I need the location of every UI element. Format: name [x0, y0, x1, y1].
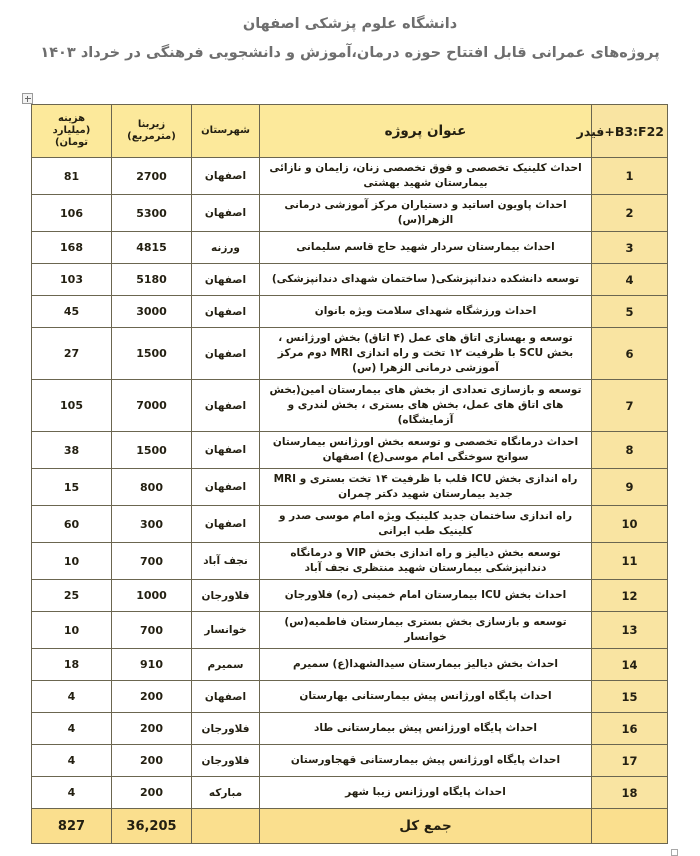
- cost-cell: 4: [32, 777, 112, 809]
- table-row: [32, 649, 668, 681]
- table-row: [32, 432, 668, 469]
- cost-cell: 4: [32, 713, 112, 745]
- table-row: [32, 264, 668, 296]
- area-cell: 200: [112, 713, 192, 745]
- city-cell: فلاورجان: [192, 745, 260, 777]
- column-header-cost-line3: تومان): [54, 137, 89, 148]
- table-row: [32, 506, 668, 543]
- table-row: [32, 543, 668, 580]
- cost-cell: 4: [32, 745, 112, 777]
- project-title-cell: احداث درمانگاه تخصصی و توسعه بخش اورژانس بیمارستان سوانح سوختگی امام موسی(ع) اصفهان: [260, 432, 592, 469]
- column-header-area: [112, 105, 192, 158]
- column-header-row-number: [576, 105, 668, 158]
- row-number-cell: 17: [592, 745, 668, 777]
- city-cell: اصفهان: [192, 328, 260, 380]
- city-cell: فلاورجان: [192, 713, 260, 745]
- column-header-project-title: عنوان پروژه: [260, 105, 592, 158]
- city-cell: سمیرم: [192, 649, 260, 681]
- project-title-cell: احداث ورزشگاه شهدای سلامت ویژه بانوان: [260, 296, 592, 328]
- row-number-cell: 3: [592, 232, 668, 264]
- area-cell: 4815: [112, 232, 192, 264]
- project-title-cell: احداث پایگاه اورژانس پیش بیمارستانی طاد: [260, 713, 592, 745]
- city-cell: اصفهان: [192, 432, 260, 469]
- city-cell: اصفهان: [192, 506, 260, 543]
- table-row: [32, 328, 668, 380]
- row-number-cell: 18: [592, 777, 668, 809]
- area-cell: 800: [112, 469, 192, 506]
- row-number-cell: 2: [592, 195, 668, 232]
- table-row: [32, 612, 668, 649]
- area-cell: 200: [112, 681, 192, 713]
- table-row: [32, 681, 668, 713]
- row-number-cell: 16: [592, 713, 668, 745]
- row-number-cell: 15: [592, 681, 668, 713]
- document-title-block: [0, 0, 700, 66]
- area-cell: 1000: [112, 580, 192, 612]
- project-title-cell: راه اندازی بخش ICU قلب با ظرفیت ۱۴ تخت بستری و MRI جدید بیمارستان شهید دکتر چمران: [260, 469, 592, 506]
- area-cell: 300: [112, 506, 192, 543]
- city-cell: اصفهان: [192, 681, 260, 713]
- city-cell: ورزنه: [192, 232, 260, 264]
- cell-range-reference: ردیف+B3:F22: [576, 123, 664, 139]
- project-title-cell: توسعه و بازسازی تعدادی از بخش های بیمارستان امین(بخش های اتاق های عمل، بخش های بستری ، بخش لندری و آزمایشگاه): [260, 380, 592, 432]
- city-cell: فلاورجان: [192, 580, 260, 612]
- row-number-cell: 12: [592, 580, 668, 612]
- row-number-cell: 7: [592, 380, 668, 432]
- cost-cell: 38: [32, 432, 112, 469]
- area-cell: 5300: [112, 195, 192, 232]
- project-title-cell: توسعه دانشکده دندانپزشکی( ساختمان شهدای دندانپزشکی): [260, 264, 592, 296]
- area-cell: 700: [112, 612, 192, 649]
- cost-cell: 27: [32, 328, 112, 380]
- area-cell: 1500: [112, 432, 192, 469]
- cost-cell: 105: [32, 380, 112, 432]
- project-title-cell: احداث پایگاه اورژانس زیبا شهر: [260, 777, 592, 809]
- total-area-cell: 36,205: [112, 809, 192, 844]
- table-move-handle-icon[interactable]: [22, 93, 33, 104]
- row-number-cell: 6: [592, 328, 668, 380]
- table-row: [32, 232, 668, 264]
- cost-cell: 45: [32, 296, 112, 328]
- project-title-cell: احداث پاویون اساتید و دستیاران مرکز آموزشی درمانی الزهرا(س): [260, 195, 592, 232]
- total-city-cell: [192, 809, 260, 844]
- table-body: [32, 158, 668, 809]
- project-title-cell: احداث پایگاه اورژانس پیش بیمارستانی قهجاورستان: [260, 745, 592, 777]
- cost-cell: 4: [32, 681, 112, 713]
- city-cell: اصفهان: [192, 195, 260, 232]
- total-row: [32, 809, 668, 844]
- area-cell: 3000: [112, 296, 192, 328]
- city-cell: نجف آباد: [192, 543, 260, 580]
- column-header-cost-line2: (میلیارد: [52, 125, 91, 136]
- project-title-cell: توسعه و بازسازی بخش بستری بیمارستان فاطمیه(س) خوانسار: [260, 612, 592, 649]
- table-header-row: [32, 105, 668, 158]
- city-cell: اصفهان: [192, 264, 260, 296]
- city-cell: اصفهان: [192, 469, 260, 506]
- table-row: [32, 195, 668, 232]
- cost-cell: 10: [32, 543, 112, 580]
- column-header-area-line2: (مترمربع): [127, 131, 176, 142]
- table-row: [32, 158, 668, 195]
- area-cell: 5180: [112, 264, 192, 296]
- city-cell: اصفهان: [192, 296, 260, 328]
- project-title-cell: راه اندازی ساختمان جدید کلینیک ویژه امام موسی صدر و کلینیک طب ایرانی: [260, 506, 592, 543]
- table-resize-handle-icon[interactable]: [671, 849, 678, 856]
- total-cost-cell: 827: [32, 809, 112, 844]
- project-title-cell: احداث بخش ICU بیمارستان امام خمینی (ره) فلاورجان: [260, 580, 592, 612]
- cost-cell: 81: [32, 158, 112, 195]
- row-number-cell: 13: [592, 612, 668, 649]
- cost-cell: 18: [32, 649, 112, 681]
- area-cell: 1500: [112, 328, 192, 380]
- cost-cell: 10: [32, 612, 112, 649]
- area-cell: 200: [112, 745, 192, 777]
- projects-table: [31, 104, 668, 844]
- row-number-cell: 4: [592, 264, 668, 296]
- city-cell: اصفهان: [192, 158, 260, 195]
- total-label-cell: جمع کل: [260, 809, 592, 844]
- projects-table-container: [32, 104, 668, 844]
- cost-cell: 15: [32, 469, 112, 506]
- table-row: [32, 469, 668, 506]
- row-number-cell: 10: [592, 506, 668, 543]
- cost-cell: 103: [32, 264, 112, 296]
- row-number-cell: 8: [592, 432, 668, 469]
- area-cell: 910: [112, 649, 192, 681]
- project-title-cell: توسعه و بهسازی اتاق های عمل (۴ اتاق) بخش اورژانس ، بخش SCU با ظرفیت ۱۲ تخت و راه اندازی MRI دوم مرکز آموزشی درمانی الزهرا (س): [260, 328, 592, 380]
- cost-cell: 60: [32, 506, 112, 543]
- row-number-cell: 5: [592, 296, 668, 328]
- row-number-cell: 14: [592, 649, 668, 681]
- table-header: [32, 105, 668, 158]
- project-title-cell: احداث پایگاه اورژانس پیش بیمارستانی بهارستان: [260, 681, 592, 713]
- table-row: [32, 745, 668, 777]
- row-number-cell: 9: [592, 469, 668, 506]
- column-header-cost: [32, 105, 112, 158]
- project-title-cell: احداث بخش دیالیز بیمارستان سیدالشهدا(ع) سمیرم: [260, 649, 592, 681]
- column-header-area-line1: زیربنا: [137, 119, 166, 130]
- total-row-number-cell: [592, 809, 668, 844]
- cost-cell: 25: [32, 580, 112, 612]
- column-header-city: شهرستان: [192, 105, 260, 158]
- project-title-cell: احداث کلینیک تخصصی و فوق تخصصی زنان، زایمان و نازائی بیمارستان شهید بهشتی: [260, 158, 592, 195]
- table-row: [32, 380, 668, 432]
- area-cell: 7000: [112, 380, 192, 432]
- city-cell: خوانسار: [192, 612, 260, 649]
- city-cell: مبارکه: [192, 777, 260, 809]
- table-row: [32, 713, 668, 745]
- document-subtitle: پروژه‌های عمرانی قابل افتتاح حوزه درمان،آموزش و دانشجویی فرهنگی در خرداد ۱۴۰۳: [40, 45, 660, 61]
- area-cell: 200: [112, 777, 192, 809]
- city-cell: اصفهان: [192, 380, 260, 432]
- cost-cell: 168: [32, 232, 112, 264]
- area-cell: 2700: [112, 158, 192, 195]
- organization-title: دانشگاه علوم پزشکی اصفهان: [242, 16, 458, 32]
- column-header-cost-line1: هزینه: [57, 113, 86, 124]
- table-row: [32, 777, 668, 809]
- table-footer: [32, 809, 668, 844]
- cost-cell: 106: [32, 195, 112, 232]
- table-row: [32, 296, 668, 328]
- row-number-cell: 1: [592, 158, 668, 195]
- area-cell: 700: [112, 543, 192, 580]
- table-row: [32, 580, 668, 612]
- row-number-cell: 11: [592, 543, 668, 580]
- project-title-cell: احداث بیمارستان سردار شهید حاج قاسم سلیمانی: [260, 232, 592, 264]
- project-title-cell: توسعه بخش دیالیز و راه اندازی بخش VIP و درمانگاه دندانپزشکی بیمارستان شهید منتظری نجف آباد: [260, 543, 592, 580]
